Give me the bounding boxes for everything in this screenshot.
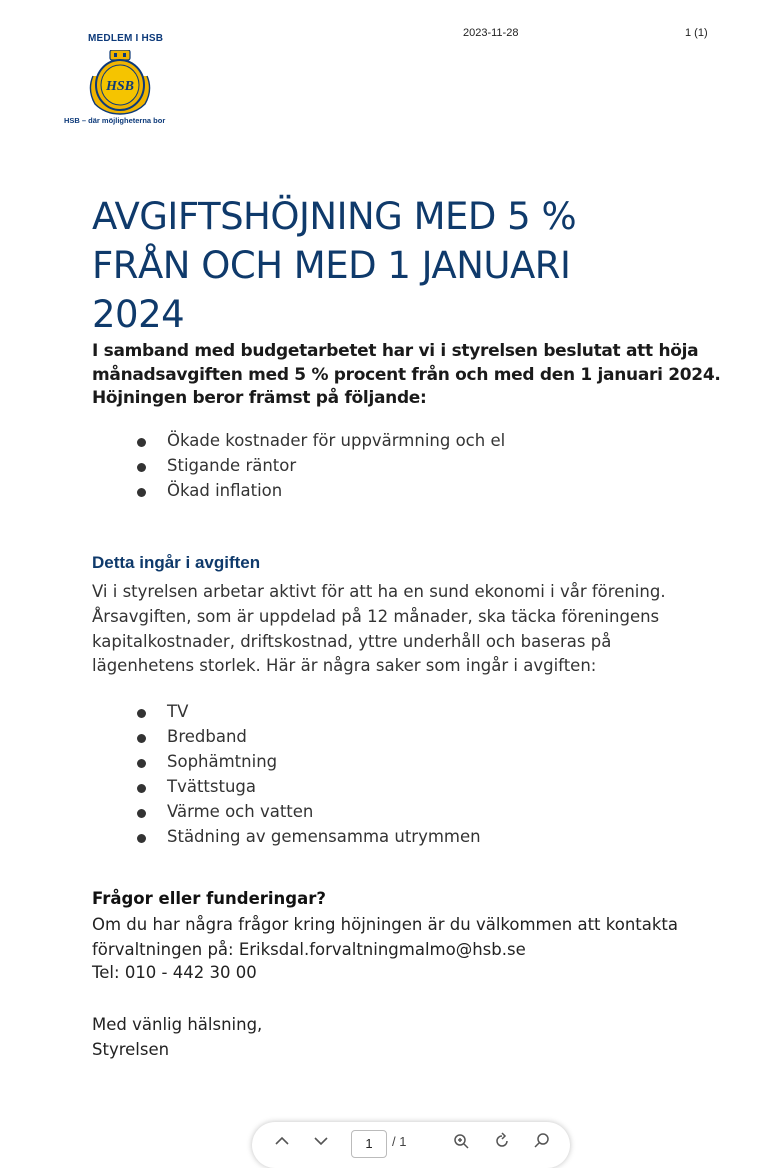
questions-line: Om du har några frågor kring höjningen är du välkommen att kontakta	[92, 915, 678, 934]
previous-page-button[interactable]	[270, 1132, 294, 1156]
page-title	[92, 192, 732, 339]
bullet-icon	[137, 734, 146, 743]
list-item-label: Städning av gemensamma utrymmen	[167, 826, 481, 846]
lead-line: månadsavgiften med 5 % procent från och med den 1 januari 2024.	[92, 364, 721, 385]
document-date: 2023-11-28	[463, 27, 519, 39]
logo-tagline: HSB – där möjligheterna bor	[64, 116, 166, 125]
lead-line: Höjningen beror främst på följande:	[92, 388, 427, 408]
bullet-icon	[137, 488, 146, 497]
questions-body	[92, 913, 732, 963]
list-item-label: Värme och vatten	[167, 801, 314, 821]
paragraph-line: Vi i styrelsen arbetar aktivt för att ha en sund ekonomi i vår förening.	[92, 582, 666, 601]
questions-line: förvaltningen på: Eriksdal.forvaltningmalmo@hsb.se	[92, 939, 526, 959]
title-line: FRÅN OCH MED 1 JANUARI	[92, 244, 571, 287]
title-line: 2024	[92, 293, 185, 336]
list-item	[136, 750, 481, 775]
chevron-up-icon	[273, 1132, 291, 1150]
chevron-down-icon	[312, 1132, 330, 1150]
section-heading: Detta ingår i avgiften	[92, 553, 261, 572]
list-item-label: Tvättstuga	[167, 776, 257, 796]
lead-paragraph	[92, 340, 742, 411]
paragraph-line: kapitalkostnader, driftskostnad, yttre underhåll och baseras på	[92, 631, 612, 651]
page-indicator: 1 (1)	[685, 27, 708, 39]
list-item	[136, 800, 481, 825]
list-item-label: Stigande räntor	[167, 455, 297, 475]
bullet-icon	[137, 834, 146, 843]
list-item	[136, 479, 505, 504]
section-paragraph	[92, 580, 732, 679]
rotate-icon	[493, 1132, 511, 1150]
bullet-icon	[137, 438, 146, 447]
included-list	[136, 700, 481, 849]
greeting: Med vänlig hälsning,	[92, 1015, 263, 1034]
title-line: AVGIFTSHÖJNING MED 5 %	[92, 195, 577, 238]
questions-heading: Frågor eller funderingar?	[92, 889, 326, 908]
lead-line: I samband med budgetarbetet har vi i styrelsen beslutat att höja	[92, 341, 699, 361]
pdf-viewer-toolbar	[252, 1122, 570, 1168]
list-item	[136, 700, 481, 725]
closing	[92, 1013, 262, 1063]
search-icon	[533, 1132, 551, 1150]
list-item	[136, 825, 481, 850]
list-item-label: Ökade kostnader för uppvärmning och el	[167, 431, 506, 450]
bullet-icon	[137, 709, 146, 718]
reasons-list	[136, 429, 505, 504]
list-item-label: Sophämtning	[167, 751, 278, 771]
list-item	[136, 775, 481, 800]
page-number-input[interactable]: 1	[351, 1130, 387, 1158]
signature: Styrelsen	[92, 1039, 170, 1059]
rotate-button[interactable]	[490, 1132, 514, 1156]
list-item	[136, 429, 505, 454]
search-button[interactable]	[530, 1132, 554, 1156]
bullet-icon	[137, 463, 146, 472]
next-page-button[interactable]	[309, 1132, 333, 1156]
list-item-label: Ökad inflation	[167, 480, 283, 500]
paragraph-line: lägenhetens storlek. Här är några saker som ingår i avgiften:	[92, 656, 597, 676]
bullet-icon	[137, 809, 146, 818]
paragraph-line: Årsavgiften, som är uppdelad på 12 månader, ska täcka föreningens	[92, 606, 660, 626]
bullet-icon	[137, 784, 146, 793]
list-item	[136, 725, 481, 750]
logo-emblem-text: HSB	[105, 79, 135, 94]
zoom-in-icon	[452, 1132, 470, 1150]
logo-top-text: MEDLEM I HSB	[88, 33, 164, 44]
page-total: / 1	[392, 1134, 407, 1149]
bullet-icon	[137, 759, 146, 768]
list-item-label: TV	[167, 702, 189, 721]
zoom-in-button[interactable]	[449, 1132, 473, 1156]
phone-number: Tel: 010 - 442 30 00	[92, 963, 257, 982]
hsb-logo	[85, 50, 155, 116]
list-item-label: Bredband	[167, 726, 247, 746]
list-item	[136, 454, 505, 479]
